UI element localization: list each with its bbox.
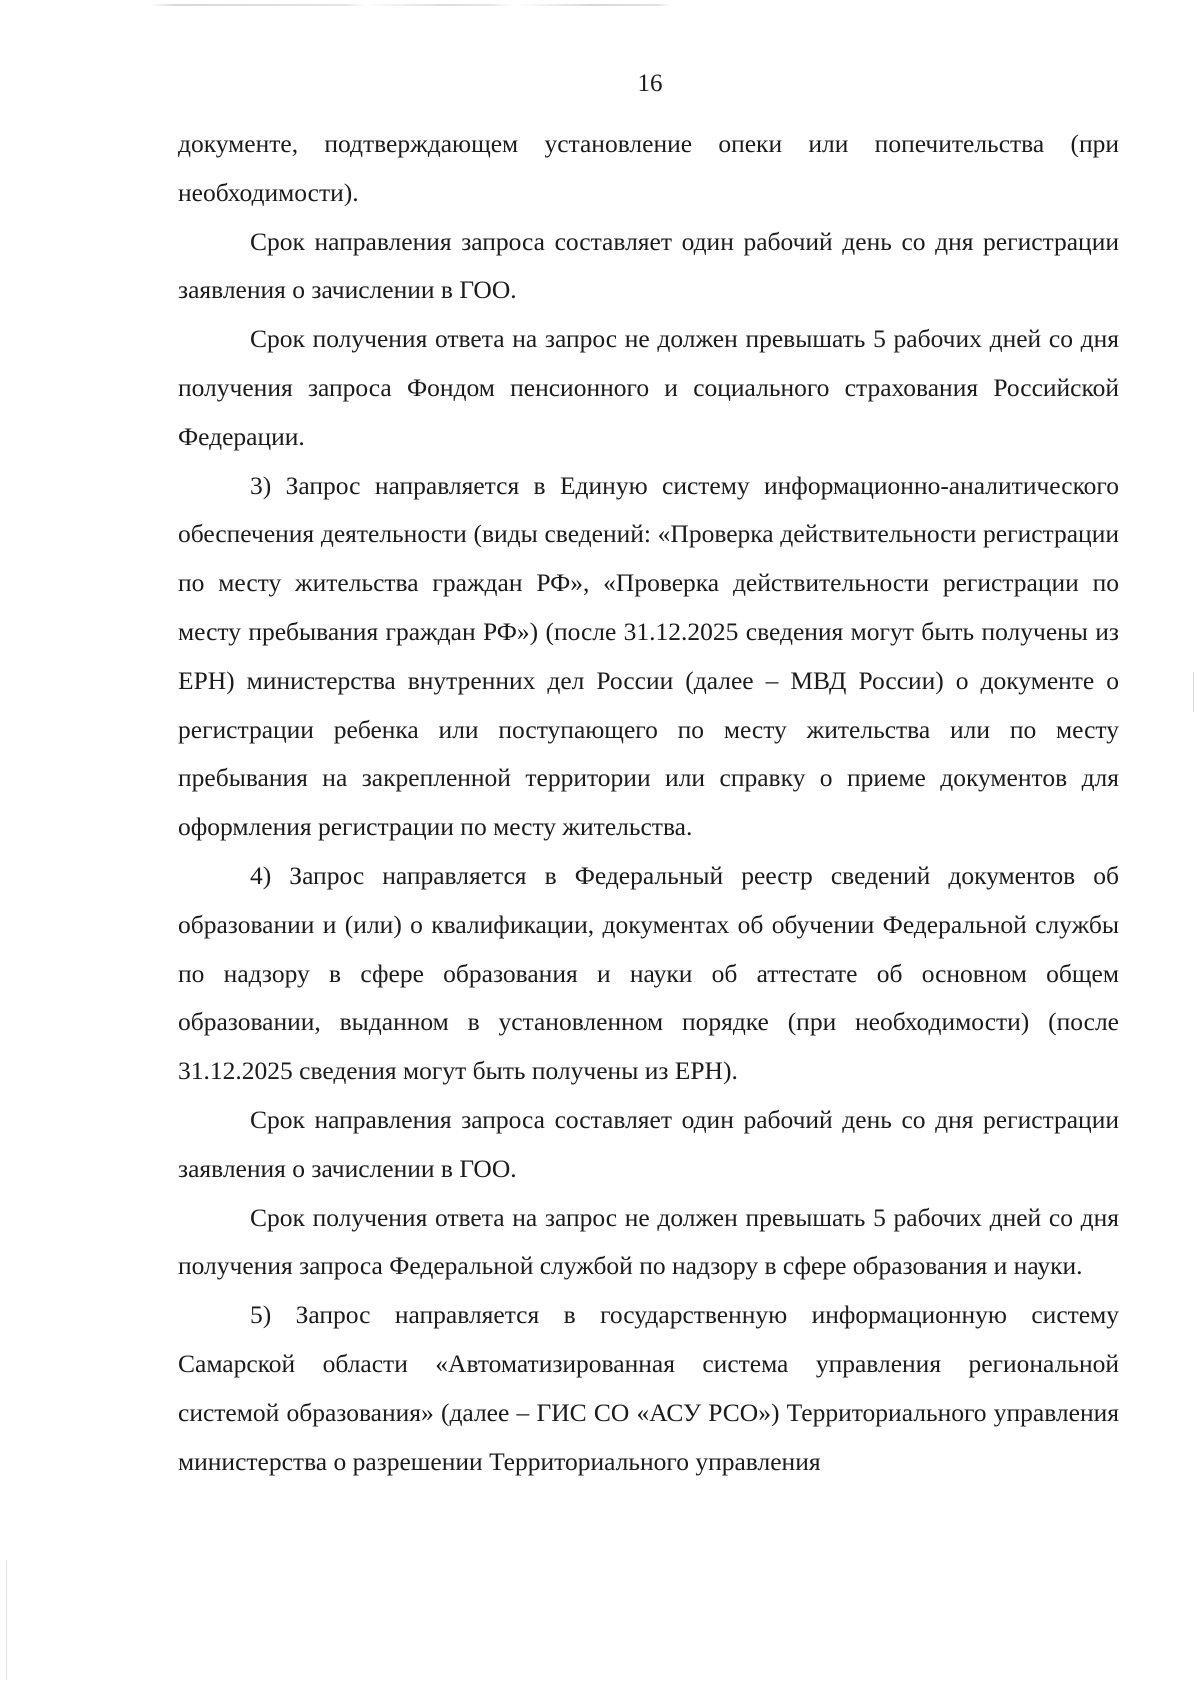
page-number: 16: [637, 70, 663, 97]
paragraph: Срок получения ответа на запрос не должен превышать 5 рабочих дней со дня получения запроса Фондом пенсионного и социального страхования Российской Федерации.: [178, 324, 1119, 451]
paragraph: Срок направления запроса составляет один рабочий день со дня регистрации заявления о зачислении в ГОО.: [178, 226, 1119, 305]
paragraph: 5) Запрос направляется в государственную информационную систему Самарской области «Автоматизированная система управления региональной системой образования» (далее – ГИС СО «АСУ РСО») Территориального управления министерства о разрешении Территориального управления: [178, 1300, 1119, 1476]
scan-artifact-left: [6, 1560, 7, 1680]
document-body: [178, 120, 1119, 1486]
scan-artifact-top: [150, 4, 800, 6]
paragraph: Срок направления запроса составляет один рабочий день со дня регистрации заявления о зачислении в ГОО.: [178, 1104, 1119, 1183]
paragraph: документе, подтверждающем установление опеки или попечительства (при необходимости).: [178, 129, 1119, 207]
paragraph: Срок получения ответа на запрос не должен превышать 5 рабочих дней со дня получения запроса Федеральной службой по надзору в сфере образования и науки.: [178, 1202, 1119, 1281]
paragraph: 4) Запрос направляется в Федеральный реестр сведений документов об образовании и (или) о квалификации, документах об обучении Федеральной службы по надзору в сфере образования и науки об аттестате об основном общем образовании, выданном в установленном порядке (при необходимости) (после 31.12.2025 сведения могут быть получены из ЕРН).: [178, 860, 1119, 1086]
paragraph: 3) Запрос направляется в Единую систему информационно-аналитического обеспечения деятельности (виды сведений: «Проверка действительности регистрации по месту жительства граждан РФ», «Проверка действительности регистрации по месту пребывания граждан РФ») (после 31.12.2025 сведения могут быть получены из ЕРН) министерства внутренних дел России (далее – МВД России) о документе о регистрации ребенка или поступающего по месту жительства или по месту пребывания на закрепленной территории или справку о приеме документов для оформления регистрации по месту жительства.: [178, 470, 1119, 842]
scan-artifact-right: [1193, 672, 1194, 712]
